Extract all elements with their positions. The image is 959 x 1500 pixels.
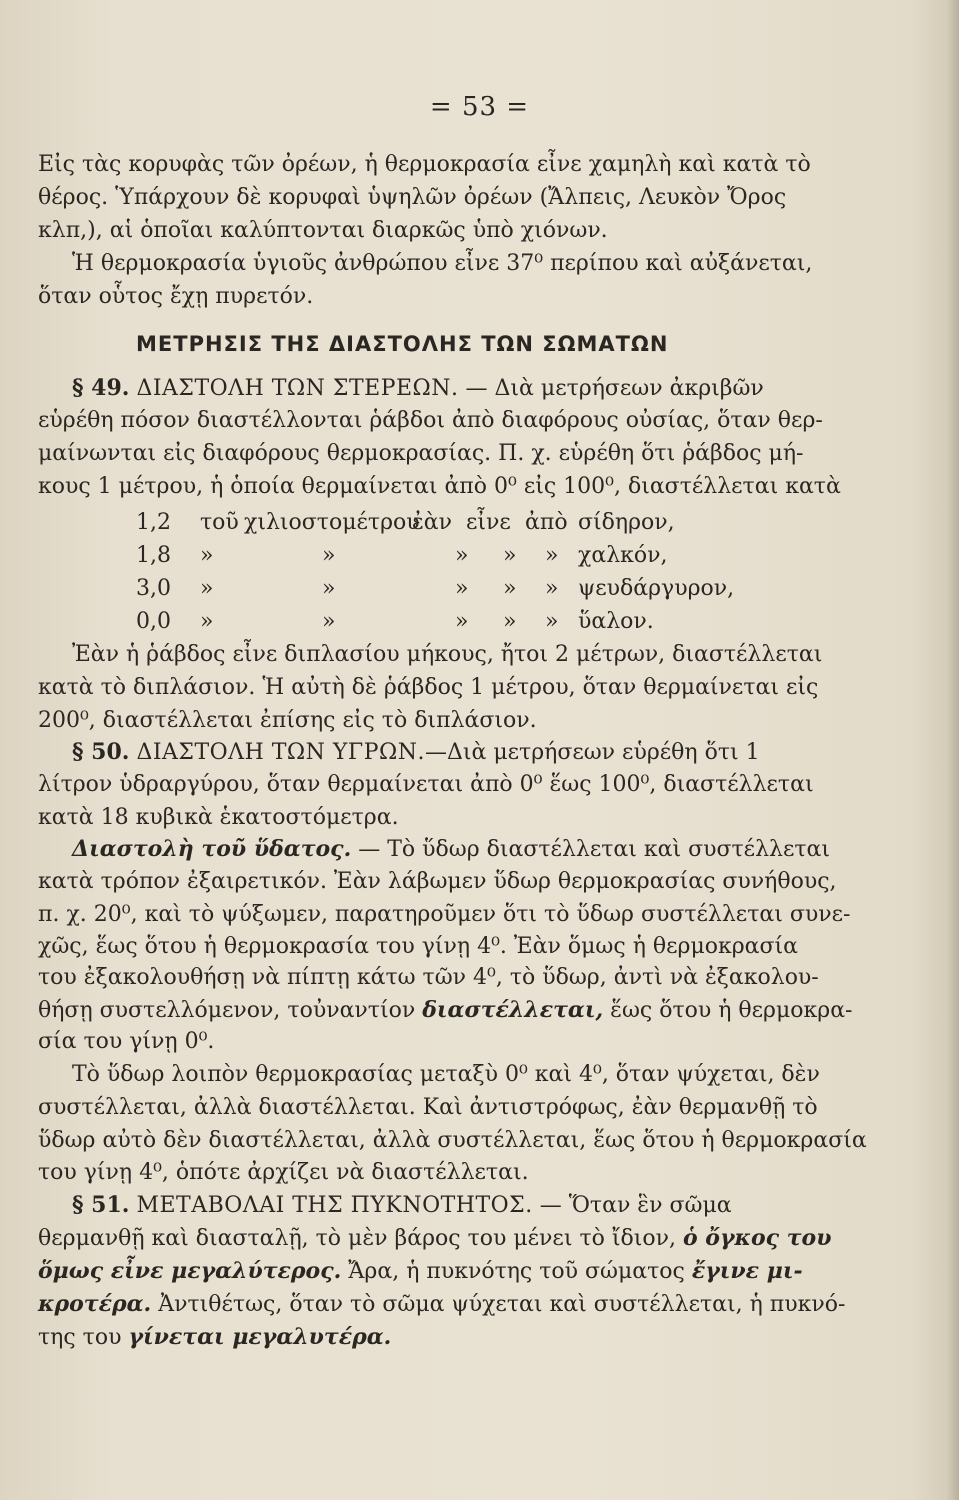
table-cell-value: 1,8	[136, 543, 171, 568]
text-line: 200⁰, διαστέλλεται ἐπίσης εἰς τὸ διπλάσιον.	[38, 708, 537, 733]
table-cell: »	[200, 609, 214, 634]
text-line-mixed	[38, 1223, 832, 1254]
text-span: ἕως ὅτου ἡ θερμοκρα-	[610, 998, 853, 1023]
table-cell: »	[503, 543, 517, 568]
text-span: της του	[38, 1325, 122, 1350]
text-line-mixed	[38, 1289, 846, 1320]
text-line: χῶς, ἕως ὅτου ἡ θερμοκρασία του γίνῃ 4⁰. Ἐὰν ὅμως ἡ θερμοκρασία	[38, 934, 799, 959]
text-line: Εἰς τὰς κορυφὰς τῶν ὀρέων, ἡ θερμοκρασία εἶνε χαμηλὴ καὶ κατὰ τὸ	[38, 152, 811, 177]
emphasis-text: γίνεται μεγαλυτέρα.	[128, 1324, 392, 1350]
subsection-title: Διαστολὴ τοῦ ὕδατος.	[72, 836, 352, 862]
section-51-first-line	[72, 1190, 862, 1221]
text-line: Τὸ ὕδωρ λοιπὸν θερμοκρασίας μεταξὺ 0⁰ καὶ 4⁰, ὅταν ψύχεται, δὲν	[72, 1062, 820, 1087]
text-line: κατὰ τὸ διπλάσιον. Ἡ αὐτὴ δὲ ῥάβδος 1 μέτρου, ὅταν θερμαίνεται εἰς	[38, 675, 819, 700]
text-line: ὅταν οὗτος ἔχῃ πυρετόν.	[38, 284, 314, 309]
text-line-mixed	[38, 1256, 828, 1287]
text-span: — Διὰ μετρήσεων ἀκριβῶν	[465, 376, 764, 401]
table-cell: »	[545, 543, 559, 568]
text-line: σία του γίνῃ 0⁰.	[38, 1029, 215, 1054]
table-cell-material: χαλκόν,	[578, 543, 668, 568]
text-line: μαίνωνται εἰς διαφόρους θερμοκρασίας. Π. χ. εὑρέθη ὅτι ῥάβδος μή-	[38, 441, 804, 466]
section-50-first-line	[72, 737, 862, 768]
text-line: λίτρον ὑδραργύρου, ὅταν θερμαίνεται ἀπὸ 0⁰ ἕως 100⁰, διαστέλλεται	[38, 772, 814, 797]
emphasis-text: ὅμως εἶνε μεγαλύτερος.	[38, 1258, 342, 1284]
section-number: § 50.	[72, 739, 130, 765]
table-cell: »	[322, 609, 336, 634]
table-cell: »	[200, 576, 214, 601]
text-span: θερμανθῇ καὶ διασταλῇ, τὸ μὲν βάρος του μένει τὸ ἴδιον,	[38, 1226, 676, 1251]
text-line: κατὰ τρόπον ἐξαιρετικόν. Ἐὰν λάβωμεν ὕδωρ θερμοκρασίας συνήθους,	[38, 869, 837, 894]
text-span: — Τὸ ὕδωρ διαστέλλεται καὶ συστέλλεται	[358, 837, 831, 862]
table-cell-value: 3,0	[136, 576, 171, 601]
section-number: § 51.	[72, 1192, 130, 1218]
table-cell: »	[322, 543, 336, 568]
table-cell: τοῦ	[200, 510, 239, 535]
table-cell-material: ὕαλον.	[578, 609, 654, 634]
text-line: Ἡ θερμοκρασία ὑγιοῦς ἀνθρώπου εἶνε 37⁰ περίπου καὶ αὐξάνεται,	[72, 251, 813, 276]
table-cell-value: 1,2	[136, 510, 171, 535]
text-line-mixed	[38, 995, 853, 1026]
table-cell-material: σίδηρον,	[578, 510, 675, 535]
text-line: συστέλλεται, ἀλλὰ διαστέλλεται. Καὶ ἀντιστρόφως, ἐὰν θερμανθῇ τὸ	[38, 1095, 818, 1120]
page-number: = 53 =	[429, 92, 530, 122]
page-edge	[945, 0, 959, 1500]
text-span: θήσῃ συστελλόμενον, τοὐναντίον	[38, 998, 416, 1023]
table-cell: »	[455, 609, 469, 634]
table-cell: ἐὰν	[412, 510, 453, 535]
text-line: κους 1 μέτρου, ἡ ὁποία θερμαίνεται ἀπὸ 0⁰ εἰς 100⁰, διαστέλλεται κατὰ	[38, 474, 841, 499]
text-span: — Ὅταν ἓν σῶμα	[539, 1193, 732, 1218]
text-span: Ἀντιθέτως, ὅταν τὸ σῶμα ψύχεται καὶ συστέλλεται, ἡ πυκνό-	[158, 1292, 846, 1317]
table-cell: »	[200, 543, 214, 568]
text-line: κατὰ 18 κυβικὰ ἑκατοστόμετρα.	[38, 805, 399, 830]
text-line: θέρος. Ὑπάρχουν δὲ κορυφαὶ ὑψηλῶν ὀρέων (Ἄλπεις, Λευκὸν Ὄρος	[38, 185, 787, 210]
text-line: κλπ,), αἱ ὁποῖαι καλύπτονται διαρκῶς ὑπὸ χιόνων.	[38, 218, 608, 243]
table-cell: εἶνε	[466, 510, 511, 535]
emphasis-text: κροτέρα.	[38, 1291, 152, 1317]
table-cell: »	[322, 576, 336, 601]
text-line: εὑρέθη πόσον διαστέλλονται ῥάβδοι ἀπὸ διαφόρους οὐσίας, ὅταν θερ-	[38, 408, 823, 433]
table-cell: »	[545, 609, 559, 634]
emphasis-text: ἔγινε μι-	[691, 1258, 803, 1284]
section-number: § 49.	[72, 375, 130, 401]
text-line: π. χ. 20⁰, καὶ τὸ ψύξωμεν, παρατηροῦμεν ὅτι τὸ ὕδωρ συστέλλεται συνε-	[38, 902, 851, 927]
text-line-mixed	[38, 1322, 828, 1353]
section-49-first-line	[72, 373, 862, 404]
table-cell: χιλιοστομέτρου	[244, 510, 420, 535]
section-title: ΔΙΑΣΤΟΛΗ ΤΩΝ ΥΓΡΩΝ.	[136, 740, 425, 765]
text-span: Ἄρα, ἡ πυκνότης τοῦ σώματος	[348, 1259, 685, 1284]
table-cell: »	[545, 576, 559, 601]
table-cell: »	[503, 609, 517, 634]
section-heading: ΜΕΤΡΗΣΙΣ ΤΗΣ ΔΙΑΣΤΟΛΗΣ ΤΩΝ ΣΩΜΑΤΩΝ	[136, 332, 669, 356]
text-line: του γίνῃ 4⁰, ὁπότε ἀρχίζει νὰ διαστέλλεται.	[38, 1160, 529, 1185]
text-line: ὕδωρ αὐτὸ δὲν διαστέλλεται, ἀλλὰ συστέλλεται, ἕως ὅτου ἡ θερμοκρασία	[38, 1128, 867, 1153]
table-cell: »	[455, 576, 469, 601]
emphasis-text: ὁ ὄγκος του	[682, 1225, 832, 1251]
text-line: Ἐὰν ἡ ῥάβδος εἶνε διπλασίου μήκους, ἤτοι 2 μέτρων, διαστέλλεται	[72, 642, 823, 667]
table-cell: »	[503, 576, 517, 601]
text-span: —Διὰ μετρήσεων εὑρέθη ὅτι 1	[424, 740, 760, 765]
table-cell: »	[455, 543, 469, 568]
table-cell-value: 0,0	[136, 609, 171, 634]
section-title: ΔΙΑΣΤΟΛΗ ΤΩΝ ΣΤΕΡΕΩΝ.	[136, 376, 459, 401]
section-title: ΜΕΤΑΒΟΛΑΙ ΤΗΣ ΠΥΚΝΟΤΗΤΟΣ.	[136, 1193, 533, 1218]
table-cell-material: ψευδάργυρον,	[578, 576, 735, 601]
table-cell: ἀπὸ	[525, 510, 568, 535]
text-line: του ἐξακολουθήσῃ νὰ πίπτῃ κάτω τῶν 4⁰, τὸ ὕδωρ, ἀντὶ νὰ ἐξακολου-	[38, 965, 819, 990]
emphasis-text: διαστέλλεται,	[422, 997, 604, 1023]
subsection-first-line	[72, 834, 862, 865]
